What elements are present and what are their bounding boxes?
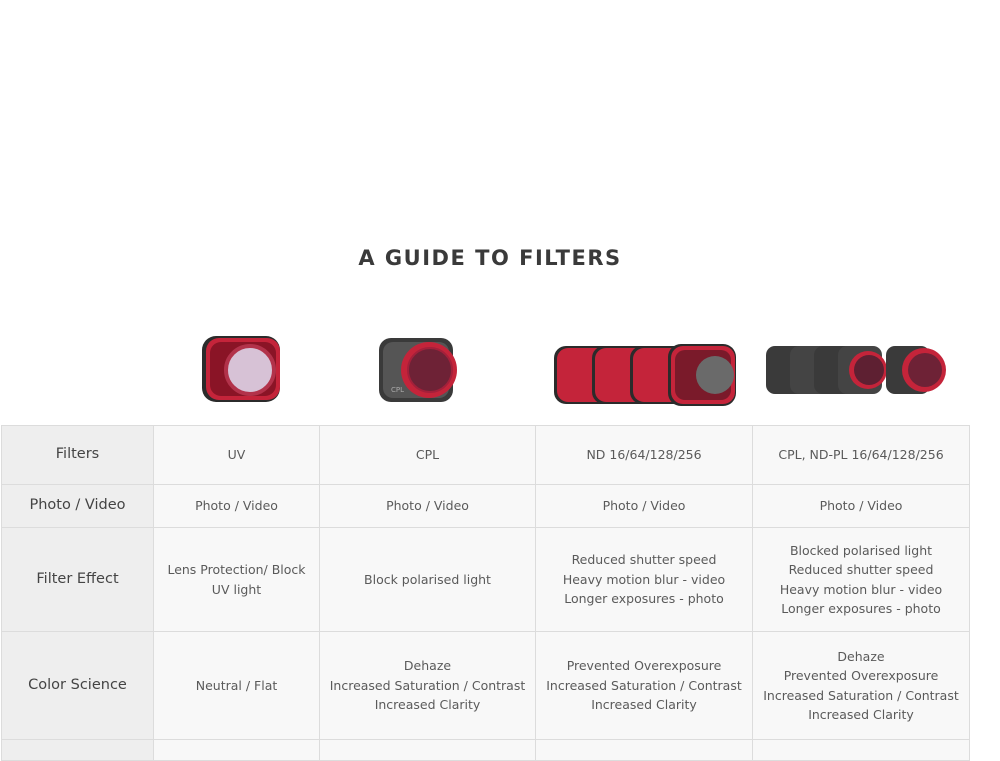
cell-filters-nd: ND 16/64/128/256 bbox=[536, 426, 753, 485]
cell-filters-uv: UV bbox=[154, 426, 320, 485]
row-header-photo-video: Photo / Video bbox=[2, 485, 154, 528]
cell-photo-video-uv: Photo / Video bbox=[154, 485, 320, 528]
table-row-color-science bbox=[2, 632, 970, 740]
table-row-photo-video bbox=[2, 485, 970, 528]
cell-photo-video-cpl-ndpl: Photo / Video bbox=[753, 485, 970, 528]
page-title: A GUIDE TO FILTERS bbox=[358, 246, 622, 270]
cell-filter-effect-nd: Reduced shutter speed Heavy motion blur - video Longer exposures - photo bbox=[536, 528, 753, 632]
svg-text:CPL: CPL bbox=[391, 386, 405, 394]
nd-filter-set-image bbox=[552, 342, 740, 408]
cell-filter-effect-cpl-ndpl: Blocked polarised light Reduced shutter speed Heavy motion blur - video Longer exposures - photo bbox=[753, 528, 970, 632]
cell-photo-video-nd: Photo / Video bbox=[536, 485, 753, 528]
row-header-color-science: Color Science bbox=[2, 632, 154, 740]
table-row-partial bbox=[2, 740, 970, 761]
cell-filter-effect-uv: Lens Protection/ Block UV light bbox=[154, 528, 320, 632]
cell-photo-video-cpl: Photo / Video bbox=[320, 485, 536, 528]
row-header-filters: Filters bbox=[2, 426, 154, 485]
cpl-ndpl-filter-set-image bbox=[764, 344, 950, 396]
cell-color-science-uv: Neutral / Flat bbox=[154, 632, 320, 740]
table-row-filter-effect bbox=[2, 528, 970, 632]
cell-color-science-cpl: Dehaze Increased Saturation / Contrast Increased Clarity bbox=[320, 632, 536, 740]
cell-filters-cpl-ndpl: CPL, ND-PL 16/64/128/256 bbox=[753, 426, 970, 485]
cell-color-science-nd: Prevented Overexposure Increased Saturation / Contrast Increased Clarity bbox=[536, 632, 753, 740]
row-header-filter-effect: Filter Effect bbox=[2, 528, 154, 632]
filter-guide-table bbox=[1, 425, 970, 761]
table-row-filters bbox=[2, 426, 970, 485]
cell-color-science-cpl-ndpl: Dehaze Prevented Overexposure Increased Saturation / Contrast Increased Clarity bbox=[753, 632, 970, 740]
cell-filter-effect-cpl: Block polarised light bbox=[320, 528, 536, 632]
cpl-filter-image bbox=[377, 334, 463, 406]
cell-filters-cpl: CPL bbox=[320, 426, 536, 485]
uv-filter-image bbox=[200, 334, 284, 406]
